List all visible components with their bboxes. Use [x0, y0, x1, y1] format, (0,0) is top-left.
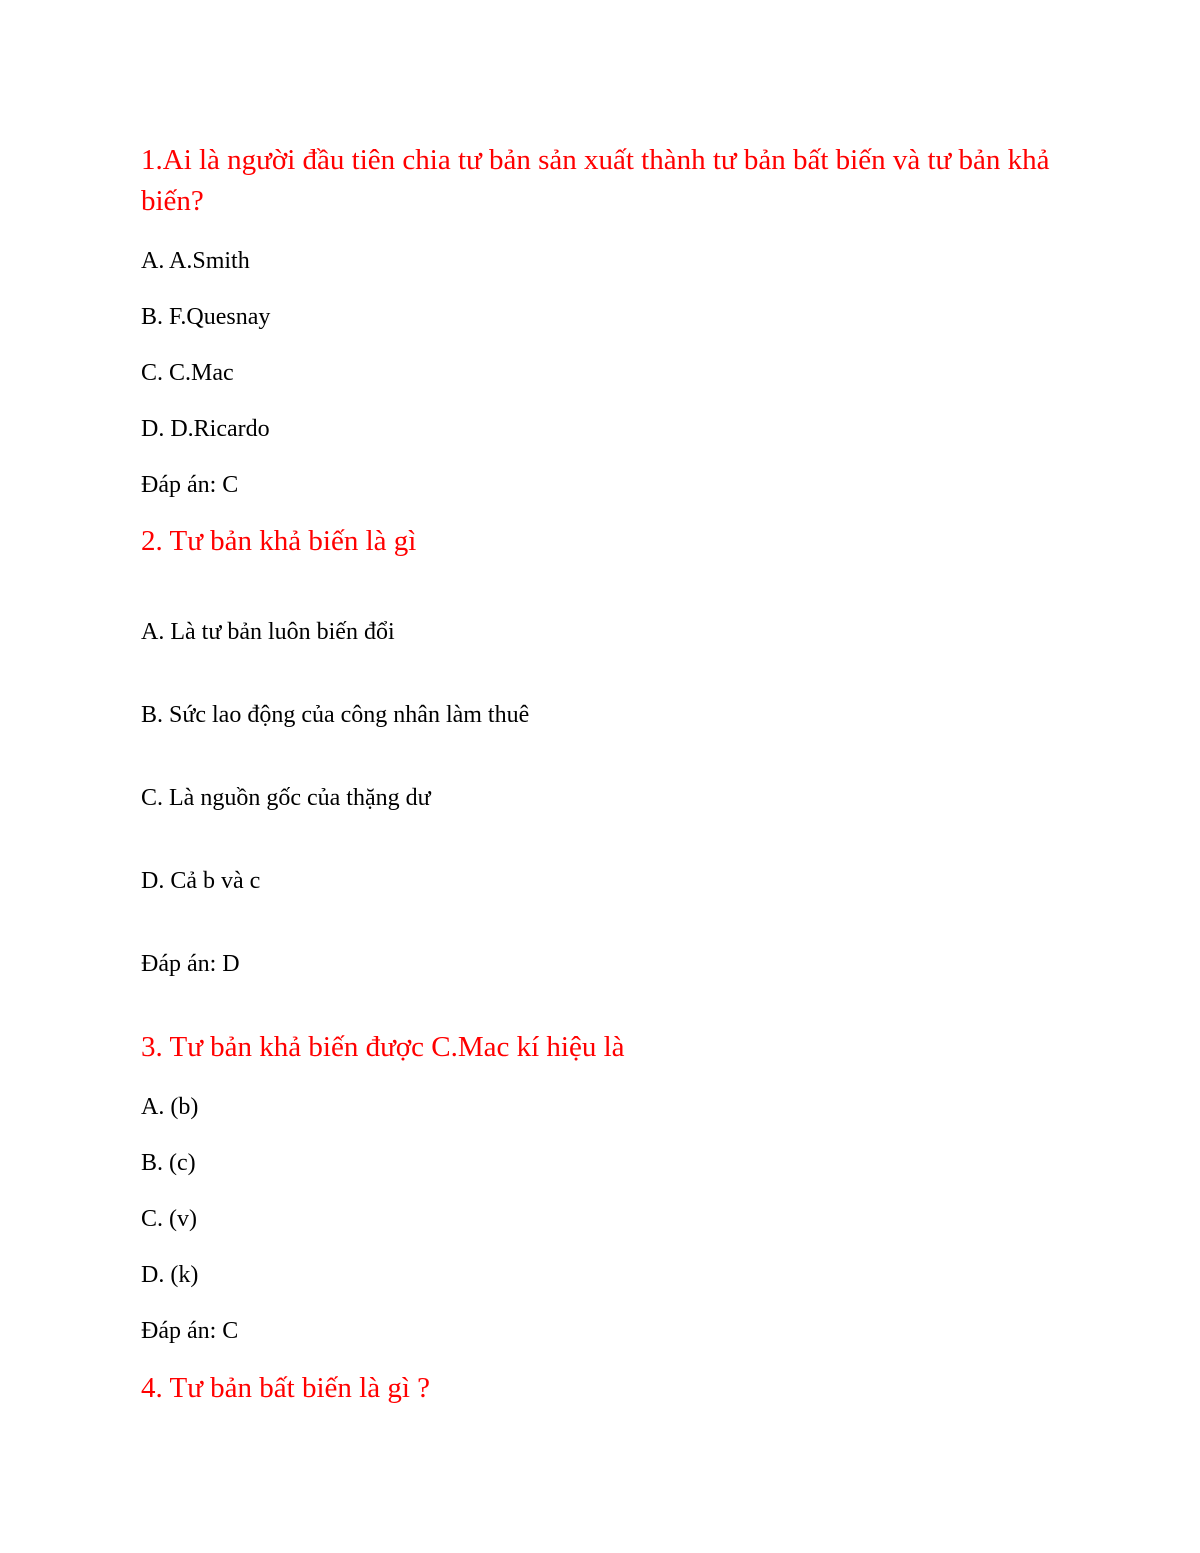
question-1-option-d: D. D.Ricardo: [141, 416, 270, 442]
question-3-option-b: B. (c): [141, 1150, 196, 1176]
question-1-answer: Đáp án: C: [141, 472, 239, 498]
question-2-option-b: B. Sức lao động của công nhân làm thuê: [141, 702, 530, 728]
question-2-option-d: D. Cả b và c: [141, 868, 261, 894]
question-1-option-c: C. C.Mac: [141, 360, 234, 386]
question-3-title: 3. Tư bản khả biến được C.Mac kí hiệu là: [141, 1031, 625, 1063]
question-3-option-d: D. (k): [141, 1262, 199, 1288]
question-1-option-a: A. A.Smith: [141, 248, 250, 274]
question-3-option-c: C. (v): [141, 1206, 197, 1232]
question-3-option-a: A. (b): [141, 1094, 199, 1120]
question-2-option-a: A. Là tư bản luôn biến đổi: [141, 619, 395, 645]
question-4-title: 4. Tư bản bất biến là gì ?: [141, 1372, 430, 1404]
question-2-answer: Đáp án: D: [141, 951, 240, 977]
question-2-title: 2. Tư bản khả biến là gì: [141, 525, 417, 557]
question-1-title: 1.Ai là người đầu tiên chia tư bản sản xuất thành tư bản bất biến và tư bản khả biến?: [141, 144, 1050, 217]
question-1-option-b: B. F.Quesnay: [141, 304, 271, 330]
question-2-option-c: C. Là nguồn gốc của thặng dư: [141, 785, 431, 811]
question-3-answer: Đáp án: C: [141, 1318, 239, 1344]
